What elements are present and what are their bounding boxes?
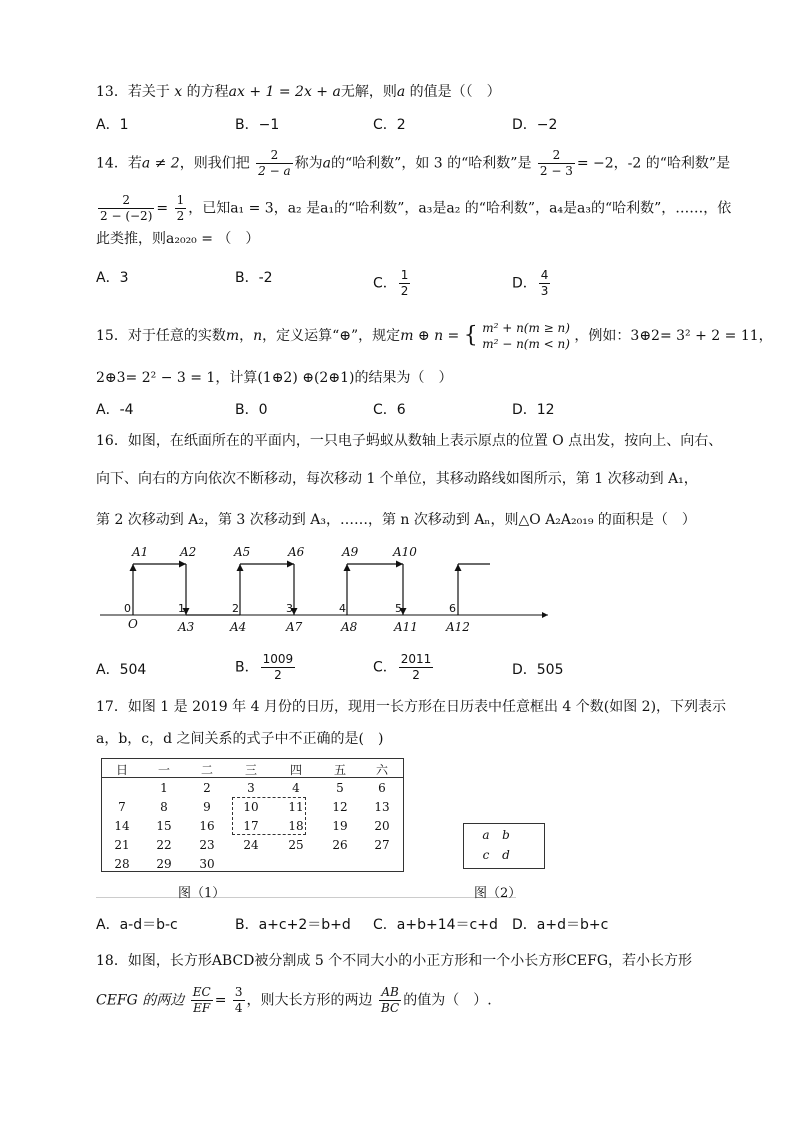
q15-option-d[interactable]: D．12 (512, 402, 555, 418)
calendar-day-cell: 21 (114, 838, 130, 852)
label-A3: A3 (178, 620, 195, 634)
label-A1: A1 (132, 545, 149, 559)
q17-line2: a，b，c，d 之间关系的式子中不正确的是( ) (96, 731, 384, 747)
calendar-day-cell: 12 (332, 800, 348, 814)
q14-option-b[interactable]: B．-2 (235, 270, 273, 286)
q17-option-d[interactable]: D．a+d＝b+c (512, 917, 609, 933)
tick-6: 6 (449, 602, 456, 615)
cell-b: b (502, 828, 510, 842)
calendar-day-cell: 17 (243, 819, 259, 833)
calendar-day-cell: 23 (199, 838, 215, 852)
q18-line2: CEFG 的两边 $\frac{EC}{EF}$ = $\frac{3}{4}$ ，则大长方形的两边 $\frac{AB}{BC}$ 的值为（ ）. (96, 985, 492, 1015)
calendar-day-cell: 8 (160, 800, 168, 814)
q13-stem: 13．若关于 x 的方程ax + 1 = 2x + a无解，则a 的值是（（ ） (96, 84, 501, 100)
calendar-day-cell: 13 (374, 800, 390, 814)
q16-line3: 第 2 次移动到 A₂，第 3 次移动到 A₃，……，第 n 次移动到 Aₙ，则△O A₂A₂₀₁₉ 的面积是（ ） (96, 512, 696, 528)
tick-4: 4 (339, 602, 346, 615)
label-A8: A8 (341, 620, 358, 634)
q14-fraction: $\frac{2}{2 - a}$ (258, 148, 291, 178)
calendar-day-cell: 6 (378, 781, 386, 795)
calendar-header-cell: 日 (115, 763, 128, 777)
selection-figure (463, 823, 545, 869)
q14-fraction-example: $\frac{2}{2 - 3}$ (539, 148, 573, 178)
q15-line2: 2⊕3= 2² − 3 = 1，计算(1⊕2) ⊕(2⊕1)的结果为（ ） (96, 370, 453, 386)
q15-option-b[interactable]: B．0 (235, 402, 268, 418)
caption-2: 图（2） (474, 886, 522, 901)
calendar-day-cell: 14 (114, 819, 130, 833)
calendar-header-cell: 六 (375, 763, 388, 777)
calendar-header-cell: 一 (157, 763, 170, 777)
q14-fraction-half: $\frac{1}{2}$ (176, 193, 185, 223)
q17-option-b[interactable]: B．a+c+2＝b+d (235, 917, 351, 933)
label-A6: A6 (288, 545, 305, 559)
q16-option-d[interactable]: D．505 (512, 662, 564, 678)
q18-line1: 18．如图，长方形ABCD被分割成 5 个不同大小的小正方形和一个小长方形CEFG，若小长方形 (96, 953, 693, 969)
calendar-header-cell: 五 (333, 763, 346, 777)
calendar-header-cell: 二 (200, 763, 213, 777)
calendar-day-cell: 29 (156, 857, 172, 871)
calendar-figure (101, 758, 404, 872)
label-A2: A2 (180, 545, 197, 559)
q16-option-b[interactable]: B． $\frac{1009}{2}$ (235, 652, 294, 682)
calendar-day-cell: 25 (288, 838, 304, 852)
calendar-day-cell: 27 (374, 838, 390, 852)
calendar-day-cell: 11 (288, 800, 304, 814)
calendar-day-cell: 7 (118, 800, 126, 814)
q13-option-a[interactable]: A．1 (96, 117, 129, 133)
q15-option-c[interactable]: C．6 (373, 402, 406, 418)
label-A9: A9 (342, 545, 359, 559)
label-A11: A11 (394, 620, 418, 634)
cell-a: a (482, 828, 490, 842)
label-A4: A4 (230, 620, 247, 634)
calendar-day-cell: 15 (156, 819, 172, 833)
q14-line3: 此类推，则a₂₀₂₀ = （ ） (96, 231, 260, 247)
q13-option-b[interactable]: B．−1 (235, 117, 280, 133)
tick-1: 1 (178, 602, 185, 615)
calendar-day-cell: 22 (156, 838, 172, 852)
calendar-day-cell: 5 (336, 781, 344, 795)
q14-line2: $\frac{2}{2 - (-2)}$ = $\frac{1}{2}$ ，已知a₁ = 3，a₂ 是a₁的“哈利数”，a₃是a₂ 的“哈利数”，a₄是a₃的“哈利数”，……，依 (100, 193, 732, 223)
calendar-day-cell: 4 (292, 781, 300, 795)
tick-2: 2 (232, 602, 239, 615)
tick-3: 3 (286, 602, 293, 615)
calendar-day-cell: 18 (288, 819, 304, 833)
label-A10: A10 (393, 545, 417, 559)
q17-option-c[interactable]: C．a+b+14＝c+d (373, 917, 498, 933)
calendar-day-cell: 9 (203, 800, 211, 814)
q16-option-a[interactable]: A．504 (96, 662, 147, 678)
calendar-day-cell: 28 (114, 857, 130, 871)
q16-line1: 16．如图，在纸面所在的平面内，一只电子蚂蚁从数轴上表示原点的位置 O 点出发，按向上、向右、 (96, 433, 723, 449)
calendar-day-cell: 16 (199, 819, 215, 833)
label-A12: A12 (446, 620, 470, 634)
label-A5: A5 (234, 545, 251, 559)
calendar-header-cell: 三 (244, 763, 257, 777)
q13-option-c[interactable]: C．2 (373, 117, 406, 133)
calendar-day-cell: 24 (243, 838, 259, 852)
q17-line1: 17．如图 1 是 2019 年 4 月份的日历，现用一长方形在日历表中任意框出 4 个数(如图 2)，下列表示 (96, 699, 727, 715)
q16-option-c[interactable]: C． $\frac{2011}{2}$ (373, 652, 432, 682)
q14-option-d[interactable]: D． $\frac{4}{3}$ (512, 268, 549, 298)
q13-option-d[interactable]: D．−2 (512, 117, 558, 133)
tick-5: 5 (395, 602, 402, 615)
calendar-day-cell: 10 (243, 800, 259, 814)
caption-1: 图（1） (178, 886, 226, 901)
calendar-day-cell: 19 (332, 819, 348, 833)
q14-line1: 14．若a ≠ 2，则我们把 $\frac{2}{2 - a}$ 称为a的“哈利数”，如 3 的“哈利数”是 $\frac{2}{2 - 3}$ = −2，-2 的“哈利数”是 (96, 148, 731, 178)
q14-option-a[interactable]: A．3 (96, 270, 129, 286)
calendar-day-cell: 1 (160, 781, 168, 795)
origin-label: O (128, 617, 138, 631)
q16-line2: 向下、向右的方向依次不断移动，每次移动 1 个单位，其移动路线如图所示，第 1 次移动到 A₁， (96, 471, 698, 487)
q17-option-a[interactable]: A．a-d＝b-c (96, 917, 178, 933)
calendar-day-cell: 20 (374, 819, 390, 833)
q14-fraction-neg2: $\frac{2}{2 - (-2)}$ (100, 193, 153, 223)
calendar-day-cell: 2 (203, 781, 211, 795)
cell-c: c (482, 848, 490, 862)
calendar-day-cell: 26 (332, 838, 348, 852)
calendar-day-cell: 3 (247, 781, 255, 795)
label-A7: A7 (286, 620, 303, 634)
q15-line1: 15．对于任意的实数m，n，定义运算“⊕”，规定m ⊕ n = { m² + n(m ≥ n) m² − n(m < n) ，例如：3⊕2= 3² + 2 = 11， (96, 321, 773, 351)
cell-d: d (502, 848, 510, 862)
calendar-day-cell: 30 (199, 857, 215, 871)
tick-0: 0 (124, 602, 131, 615)
dashed-selection (232, 797, 306, 835)
calendar-header-cell: 四 (289, 763, 302, 777)
q14-option-c[interactable]: C． $\frac{1}{2}$ (373, 268, 409, 298)
q16-diagram (96, 540, 556, 635)
q15-option-a[interactable]: A．-4 (96, 402, 134, 418)
